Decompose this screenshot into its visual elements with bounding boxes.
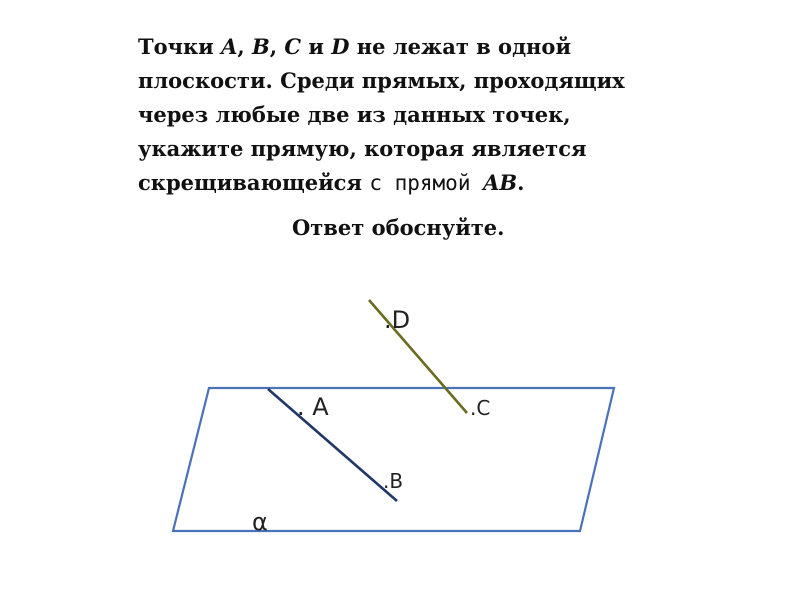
- problem-line-3: через любые две из данных точек,: [138, 102, 571, 127]
- point-a-ref: A: [221, 34, 238, 59]
- point-b-label: .B: [383, 469, 404, 493]
- problem-line-4: укажите прямую, которая является: [138, 136, 587, 161]
- line-ab-ref: AB: [483, 170, 518, 195]
- answer-instruction: Ответ обоснуйте.: [292, 215, 505, 240]
- point-b-ref: B: [251, 34, 270, 59]
- problem-text: скрещивающейся: [138, 170, 370, 195]
- point-d-ref: D: [331, 34, 350, 59]
- point-c-ref: C: [284, 34, 302, 59]
- problem-text: не лежат в одной: [349, 34, 572, 59]
- problem-line-2: плоскости. Среди прямых, проходящих: [138, 68, 625, 93]
- point-d-label: .D: [384, 306, 411, 334]
- separator: ,: [269, 34, 285, 59]
- separator: ,: [237, 34, 252, 59]
- plane-alpha-shape: [173, 388, 614, 531]
- line-ab: [268, 389, 397, 501]
- point-a-label: . A: [297, 393, 329, 421]
- point-c-label: .C: [470, 396, 491, 420]
- problem-text: с прямой: [369, 171, 484, 195]
- period: .: [517, 170, 525, 195]
- conjunction: и: [301, 34, 332, 59]
- problem-text: Точки: [138, 34, 222, 59]
- plane-alpha-label: α: [252, 508, 268, 536]
